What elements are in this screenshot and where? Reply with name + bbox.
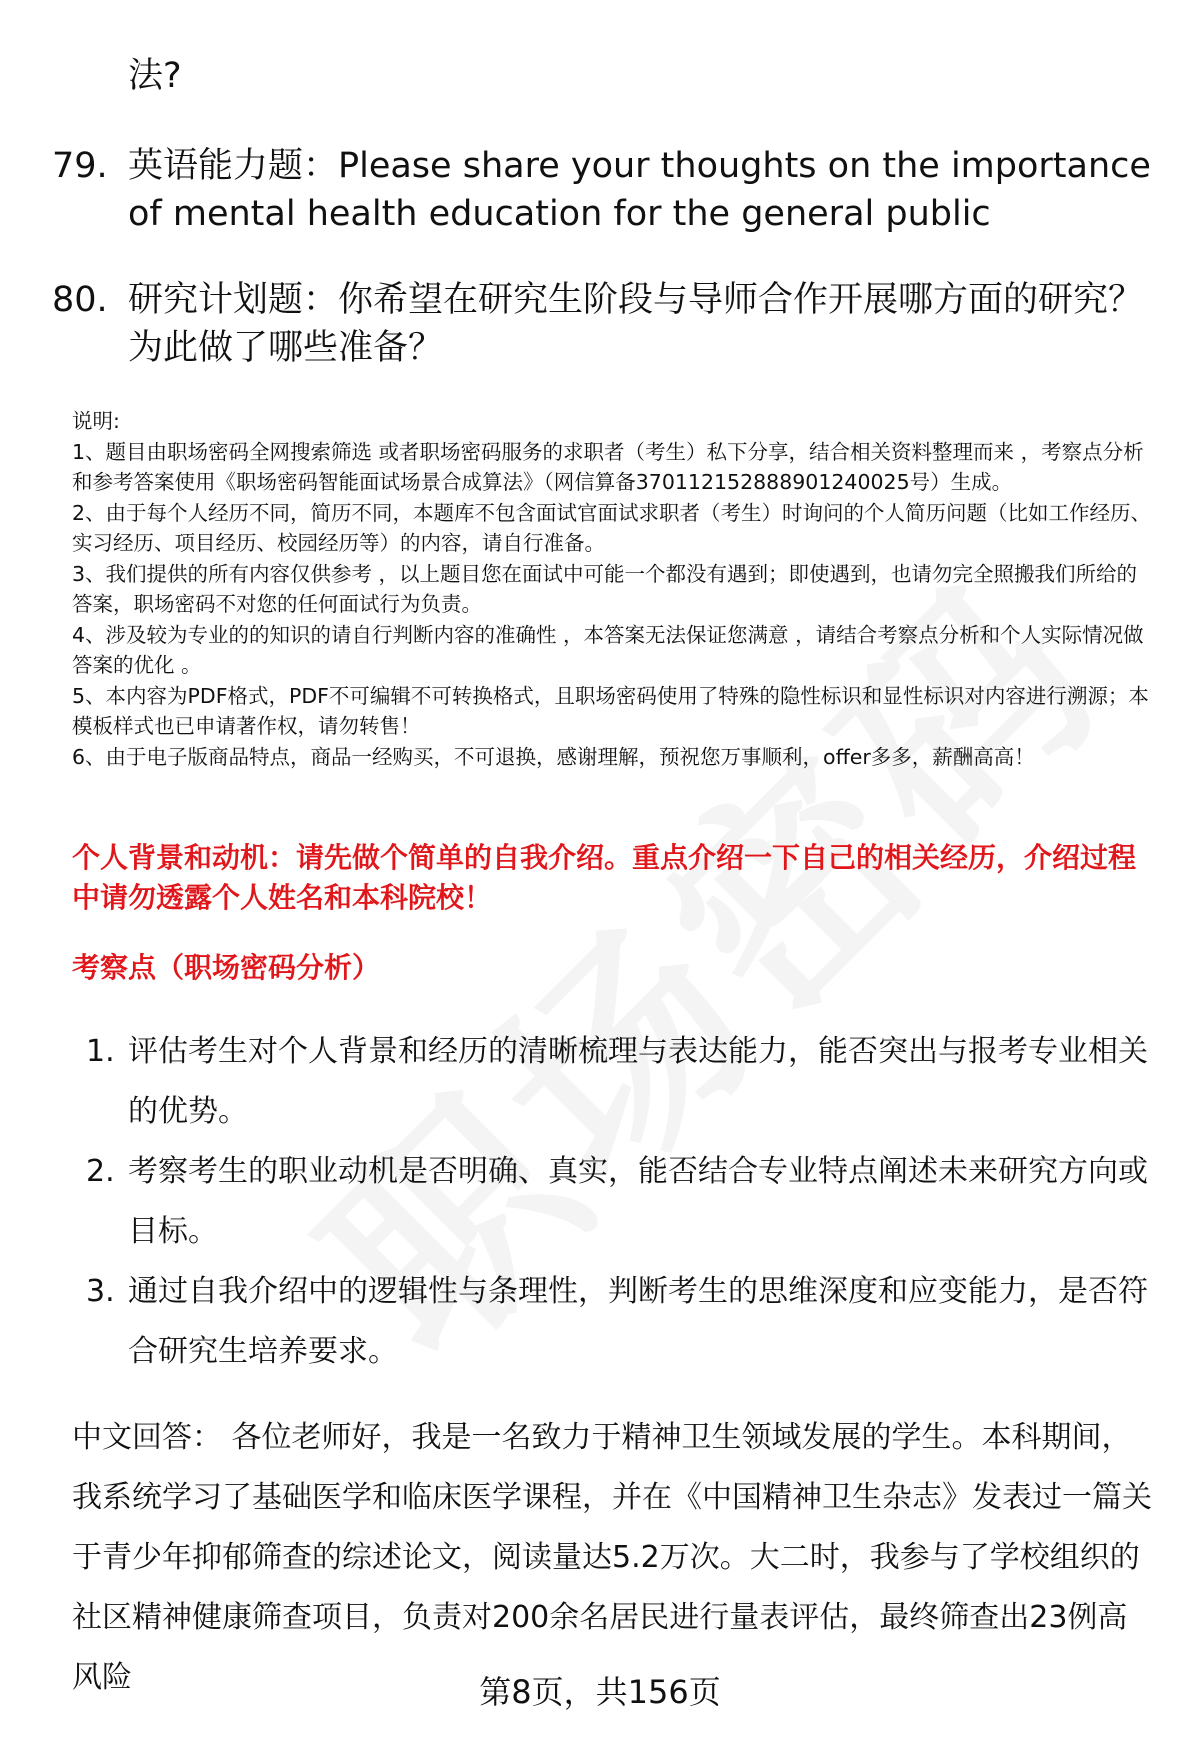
question-number: 80. xyxy=(52,280,108,320)
point-text: 考察考生的职业动机是否明确、真实，能否结合专业特点阐述未来研究方向或目标。 xyxy=(128,1154,1148,1249)
notes-section xyxy=(72,406,1152,772)
point-text: 通过自我介绍中的逻辑性与条理性，判断考生的思维深度和应变能力，是否符合研究生培养要求。 xyxy=(128,1274,1148,1369)
note-item: 2、由于每个人经历不同，简历不同，本题库不包含面试官面试求职者（考生）时询问的个人简历问题（比如工作经历、实习经历、项目经历、校园经历等）的内容，请自行准备。 xyxy=(72,500,1152,555)
question-number: 79. xyxy=(52,146,108,186)
note-item: 1、题目由职场密码全网搜索筛选 或者职场密码服务的求职者（考生）私下分享，结合相关资料整理而来 ，考察点分析和参考答案使用《职场密码智能面试场景合成算法》（网信算备370112152888901240025号）生成。 xyxy=(72,439,1144,494)
assessment-point xyxy=(72,1262,1152,1382)
assessment-points xyxy=(72,1022,1152,1382)
background-question: 个人背景和动机：请先做个简单的自我介绍。重点介绍一下自己的相关经历，介绍过程中请勿透露个人姓名和本科院校！ xyxy=(72,841,1137,914)
notes-heading: 说明: xyxy=(72,409,120,433)
page-footer: 第8页，共156页 xyxy=(479,1673,721,1711)
note-item: 6、由于电子版商品特点，商品一经购买，不可退换，感谢理解，预祝您万事顺利，offer多多，薪酬高高！ xyxy=(72,744,1035,769)
note-item: 3、我们提供的所有内容仅供参考 ，以上题目您在面试中可能一个都没有遇到；即使遇到，也请勿完全照搬我们所给的答案，职场密码不对您的任何面试行为负责。 xyxy=(72,561,1138,616)
assessment-point xyxy=(72,1022,1152,1142)
question-text: 英语能力题：Please share your thoughts on the importance of mental health education for the general public xyxy=(128,146,1151,234)
note-item: 5、本内容为PDF格式，PDF不可编辑不可转换格式，且职场密码使用了特殊的隐性标识和显性标识对内容进行溯源；本模板样式也已申请著作权，请勿转售！ xyxy=(72,683,1149,738)
assessment-title: 考察点（职场密码分析） xyxy=(72,951,381,984)
point-number: 2. xyxy=(86,1154,115,1189)
answer-text: 中文回答： 各位老师好，我是一名致力于精神卫生领域发展的学生。本科期间，我系统学习了基础医学和临床医学课程，并在《中国精神卫生杂志》发表过一篇关于青少年抑郁筛查的综述论文，阅读量达5.2万次。大二时，我参与了学校组织的社区精神健康筛查项目，负责对200余名居民进行量表评估，最终筛查出23例高风险 xyxy=(72,1420,1152,1695)
point-text: 评估考生对个人背景和经历的清晰梳理与表达能力，能否突出与报考专业相关的优势。 xyxy=(128,1034,1148,1129)
assessment-point xyxy=(72,1142,1152,1262)
question-continuation: 法? xyxy=(128,56,182,96)
point-number: 1. xyxy=(86,1034,115,1069)
point-number: 3. xyxy=(86,1274,115,1309)
question-text: 研究计划题：你希望在研究生阶段与导师合作开展哪方面的研究？为此做了哪些准备？ xyxy=(128,280,1144,368)
note-item: 4、涉及较为专业的的知识的请自行判断内容的准确性 ，本答案无法保证您满意 ，请结合考察点分析和个人实际情况做答案的优化 。 xyxy=(72,622,1144,677)
